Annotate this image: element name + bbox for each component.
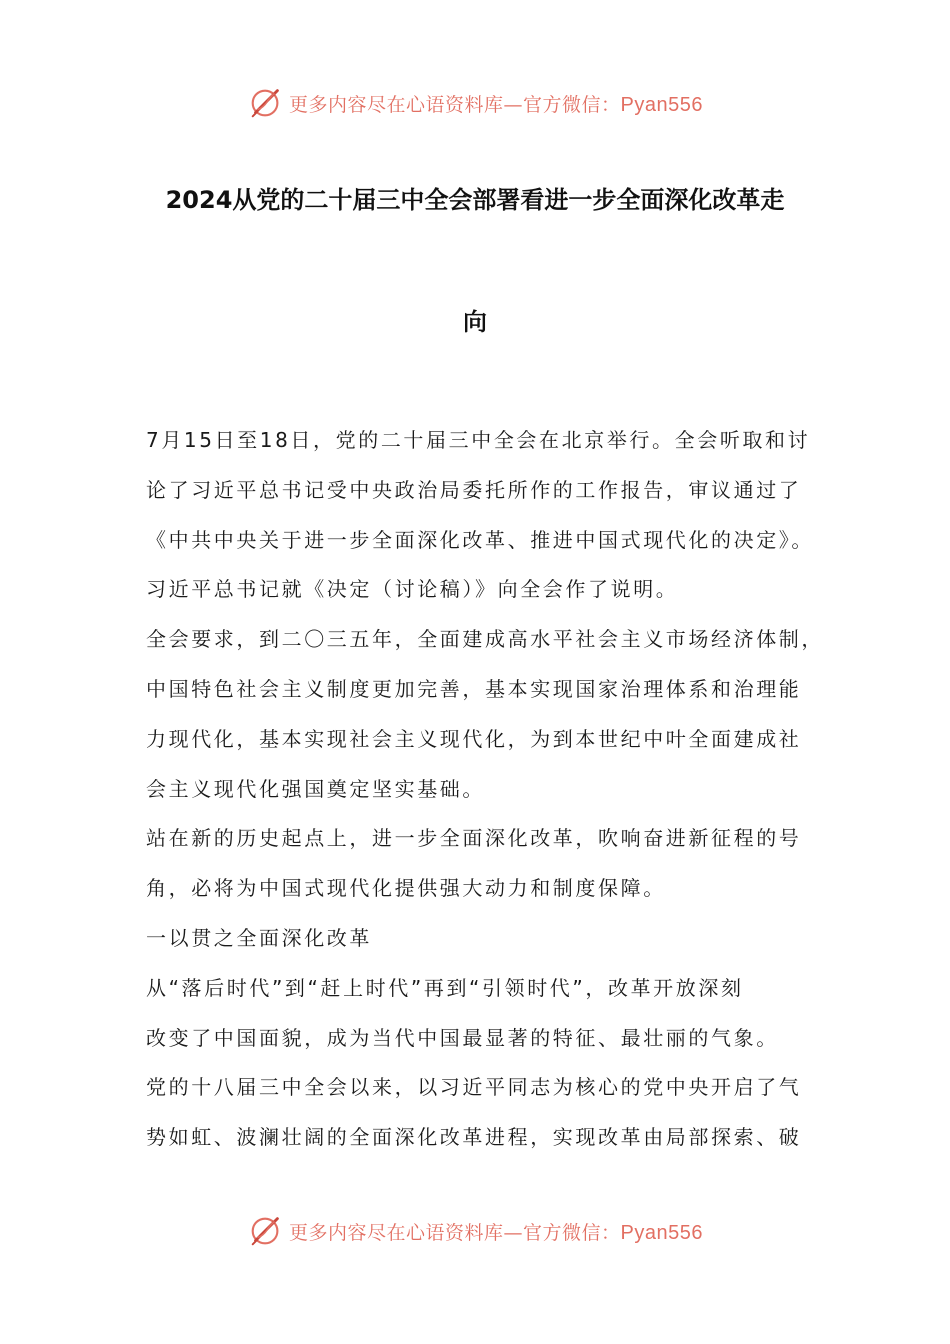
footer-watermark	[0, 1211, 950, 1251]
quill-pen-logo-icon	[247, 84, 285, 122]
watermark-text-cn: 更多内容尽在心语资料库—官方微信：	[289, 93, 621, 116]
header-watermark	[0, 83, 950, 123]
body-line: 7月15日至18日，党的二十届三中全会在北京举行。全会听取和讨	[146, 428, 811, 452]
body-line: 从“落后时代”到“赶上时代”再到“引领时代”，改革开放深刻	[146, 975, 744, 1000]
body-line: 势如虹、波澜壮阔的全面深化改革进程，实现改革由局部探索、破	[146, 1125, 802, 1150]
watermark-text-cn: 更多内容尽在心语资料库—官方微信：	[289, 1221, 621, 1244]
body-line: 会主义现代化强国奠定坚实基础。	[146, 776, 485, 801]
body-line: 改变了中国面貌，成为当代中国最显著的特征、最壮丽的气象。	[146, 1025, 779, 1050]
body-line: 《中共中央关于进一步全面深化改革、推进中国式现代化的决定》。	[146, 527, 814, 552]
quill-pen-logo-icon	[247, 1212, 285, 1250]
body-line: 角，必将为中国式现代化提供强大动力和制度保障。	[146, 876, 666, 901]
section-heading: 一以贯之全面深化改革	[146, 925, 372, 950]
body-line: 力现代化，基本实现社会主义现代化，为到本世纪中叶全面建成社	[146, 726, 802, 751]
body-line: 习近平总书记就《决定（讨论稿）》向全会作了说明。	[146, 577, 679, 602]
body-line: 党的十八届三中全会以来，以习近平同志为核心的党中央开启了气	[146, 1075, 802, 1100]
body-line: 站在新的历史起点上，进一步全面深化改革，吹响奋进新征程的号	[146, 826, 802, 851]
document-title-line-2: 向	[463, 308, 487, 336]
document-body	[146, 416, 824, 1163]
watermark-wechat-id: Pyan556	[620, 93, 703, 116]
body-line: 全会要求，到二〇三五年，全面建成高水平社会主义市场经济体制，	[146, 627, 824, 652]
document-title-line-1: 2024从党的二十届三中全会部署看进一步全面深化改革走	[165, 186, 785, 214]
watermark-wechat-id: Pyan556	[620, 1221, 703, 1244]
watermark-text	[289, 1218, 703, 1245]
watermark-text	[289, 90, 703, 117]
body-line: 论了习近平总书记受中央政治局委托所作的工作报告，审议通过了	[146, 477, 802, 502]
body-line: 中国特色社会主义制度更加完善，基本实现国家治理体系和治理能	[146, 676, 802, 701]
